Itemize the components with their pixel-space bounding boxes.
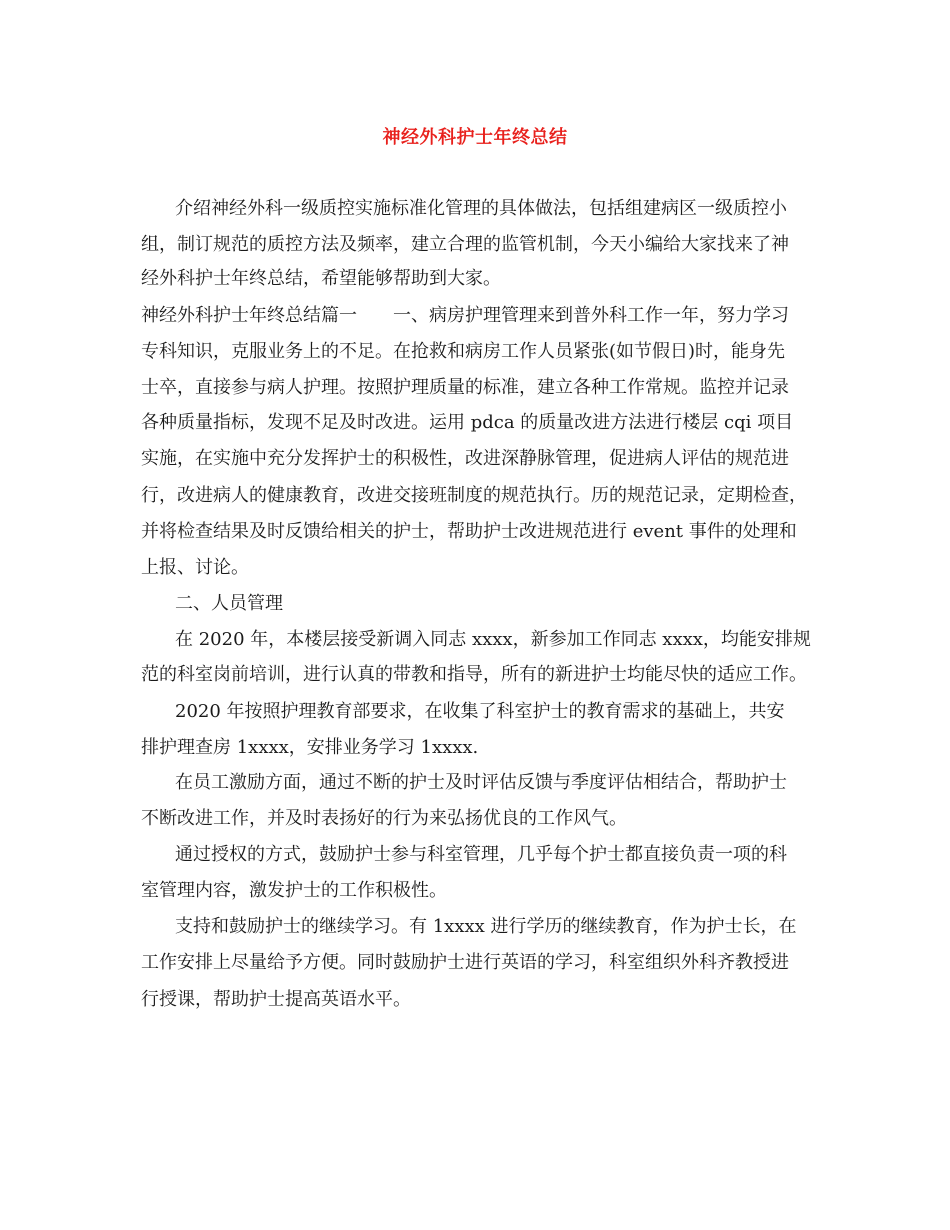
paragraph-line: 范的科室岗前培训，进行认真的带教和指导，所有的新进护士均能尽快的适应工作。 (141, 664, 807, 685)
paragraph-line: 在 2020 年，本楼层接受新调入同志 xxxx，新参加工作同志 xxxx，均能安排规 (175, 629, 811, 650)
paragraph-line: 工作安排上尽量给予方便。同时鼓励护士进行英语的学习，科室组织外科齐教授进 (141, 952, 789, 973)
paragraph-line: 并将检查结果及时反馈给相关的护士，帮助护士改进规范进行 event 事件的处理和 (141, 521, 797, 542)
paragraph-line: 室管理内容，激发护士的工作积极性。 (141, 880, 447, 901)
section-heading: 二、人员管理 (175, 593, 283, 614)
document-title: 神经外科护士年终总结 (382, 127, 568, 148)
paragraph-line: 支持和鼓励护士的继续学习。有 1xxxx 进行学历的继续教育，作为护士长，在 (175, 916, 797, 937)
paragraph-line: 排护理查房 1xxxx，安排业务学习 1xxxx. (141, 737, 479, 758)
paragraph-line: 神经外科护士年终总结篇一 一、病房护理管理来到普外科工作一年，努力学习 (141, 305, 789, 326)
paragraph-line: 士卒，直接参与病人护理。按照护理质量的标准，建立各种工作常规。监控并记录 (141, 377, 789, 398)
paragraph-line: 行授课，帮助护士提高英语水平。 (141, 989, 411, 1010)
paragraph-line: 实施，在实施中充分发挥护士的积极性，改进深静脉管理，促进病人评估的规范进 (141, 448, 789, 469)
paragraph-line: 上报、讨论。 (141, 557, 249, 578)
paragraph-line: 专科知识，克服业务上的不足。在抢救和病房工作人员紧张(如节假日)时，能身先 (141, 341, 786, 362)
paragraph-line: 不断改进工作，并及时表扬好的行为来弘扬优良的工作风气。 (141, 808, 627, 829)
paragraph-line: 通过授权的方式，鼓励护士参与科室管理，几乎每个护士都直接负责一项的科 (175, 844, 787, 865)
paragraph-line: 在员工激励方面，通过不断的护士及时评估反馈与季度评估相结合，帮助护士 (175, 772, 787, 793)
paragraph-line: 组，制订规范的质控方法及频率，建立合理的监管机制，今天小编给大家找来了神 (141, 234, 789, 255)
paragraph-line: 经外科护士年终总结，希望能够帮助到大家。 (141, 268, 501, 289)
paragraph-line: 行，改进病人的健康教育，改进交接班制度的规范执行。历的规范记录，定期检查， (141, 485, 807, 506)
paragraph-line: 介绍神经外科一级质控实施标准化管理的具体做法，包括组建病区一级质控小 (175, 198, 787, 219)
paragraph-line: 2020 年按照护理教育部要求，在收集了科室护士的教育需求的基础上，共安 (175, 701, 785, 722)
paragraph-line: 各种质量指标，发现不足及时改进。运用 pdca 的质量改进方法进行楼层 cqi 项目 (141, 412, 794, 433)
